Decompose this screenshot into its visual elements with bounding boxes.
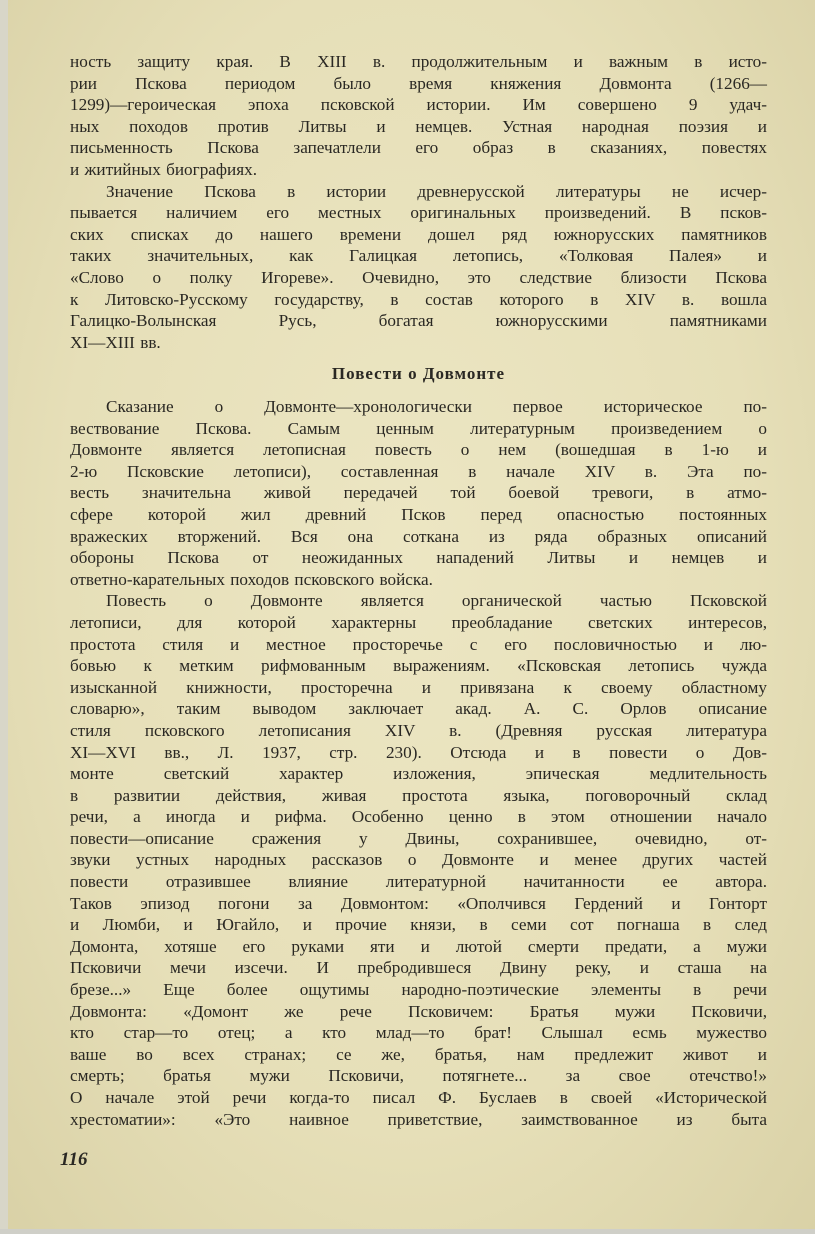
text-line: Псковичи мечи изсечи. И пребродившеся Двину реку, и сташа на bbox=[70, 958, 767, 978]
text-line: обороны Пскова от неожиданных нападений Литвы и немцев и bbox=[70, 548, 767, 568]
text-line: ность защиту края. В XIII в. продолжительным и важным в исто- bbox=[70, 52, 767, 71]
text-line: повести отразившее влияние литературной начитанности ее автора. bbox=[70, 872, 767, 892]
text-line: кто стар—то отец; а кто млад—то брат! Слышал есмь мужество bbox=[70, 1023, 767, 1043]
text-line: и Люмби, и Югайло, и прочие князи, в семи сот погнаша в след bbox=[70, 915, 767, 935]
text-line: 1299)—героическая эпоха псковской истории. Им совершено 9 удач- bbox=[70, 95, 767, 115]
text-line: брезе...» Еще более ощутимы народно-поэтические элементы в речи bbox=[70, 980, 767, 1000]
text-line: в развитии действия, живая простота языка, поговорочный склад bbox=[70, 785, 767, 805]
text-line: Значение Пскова в истории древнерусской литературы не исчер- bbox=[106, 181, 767, 201]
text-line: ных походов против Литвы и немцев. Устная народная поэзия и bbox=[70, 116, 767, 136]
text-line: Сказание о Довмонте—хронологически первое историческое по- bbox=[106, 397, 767, 416]
text-line: летописи, для которой характерны преобладание светских интересов, bbox=[70, 612, 767, 632]
paragraph bbox=[70, 590, 767, 1130]
text-line: пывается наличием его местных оригинальных произведений. В псков- bbox=[70, 203, 767, 223]
text-line: и житийных биографиях. bbox=[70, 159, 258, 179]
text-line: монте светский характер изложения, эпическая медлительность bbox=[70, 764, 767, 784]
text-line: простота стиля и местное просторечье с его пословичностью и лю- bbox=[70, 634, 767, 654]
text-line: 2-ю Псковские летописи), составленная в начале XIV в. Эта по- bbox=[70, 461, 767, 481]
text-line: Домонта, хотяше его руками яти и лютой смерти предати, а мужи bbox=[70, 936, 767, 956]
text-line: рии Пскова периодом было время княжения Довмонта (1266— bbox=[70, 73, 767, 93]
text-line: повести—описание сражения у Двины, сохранившее, очевидно, от- bbox=[70, 828, 767, 848]
text-line: письменность Пскова запечатлели его образ в сказаниях, повестях bbox=[70, 138, 767, 158]
text-line: смерть; братья мужи Псковичи, потягнете... за свое отечство!» bbox=[70, 1066, 767, 1086]
text-line: XI—XVI вв., Л. 1937, стр. 230). Отсюда и в повести о Дов- bbox=[70, 742, 767, 762]
text-line: ответно-карательных походов псковского войска. bbox=[70, 569, 433, 589]
page-number: 116 bbox=[60, 1149, 88, 1170]
text-line: изысканной книжности, просторечна и привязана к своему областному bbox=[70, 677, 767, 697]
text-line: вествование Пскова. Самым ценным литературным произведением о bbox=[70, 418, 767, 438]
text-line: к Литовско-Русскому государству, в состав которого в XIV в. вошла bbox=[70, 289, 767, 309]
text-line: ваше во всех странах; се же, братья, нам предлежит живот и bbox=[70, 1044, 767, 1064]
text-line: словарю», таким выводом заключает акад. А. С. Орлов описание bbox=[70, 699, 767, 719]
text-line: Таков эпизод погони за Довмонтом: «Ополчився Гердений и Гонторт bbox=[70, 893, 767, 913]
text-line: ских списках до нашего времени дошел ряд южнорусских памятников bbox=[70, 224, 767, 244]
text-line: хрестоматии»: «Это наивное приветствие, заимствованное из быта bbox=[70, 1109, 767, 1129]
text-line: Повесть о Довмонте является органической частью Псковской bbox=[106, 591, 767, 611]
text-line: «Слово о полку Игореве». Очевидно, это следствие близости Пскова bbox=[70, 267, 767, 287]
text-line: О начале этой речи когда-то писал Ф. Буслаев в своей «Исторической bbox=[70, 1088, 767, 1107]
scan-bottom-edge bbox=[0, 1229, 815, 1234]
text-block-before-heading bbox=[70, 51, 767, 353]
text-line: весть значительна живой передачей той боевой тревоги, в атмо- bbox=[70, 483, 767, 503]
text-line: речи, а иногда и рифма. Особенно ценно в этом отношении начало bbox=[70, 807, 767, 827]
text-line: Галицко-Волынская Русь, богатая южнорусскими памятниками bbox=[70, 311, 767, 331]
text-line: вражеских вторжений. Вся она соткана из ряда образных описаний bbox=[70, 526, 767, 546]
text-line: Довмонте является летописная повесть о нем (вошедшая в 1-ю и bbox=[70, 440, 767, 460]
paragraph bbox=[70, 396, 767, 590]
scan-left-edge bbox=[0, 0, 8, 1234]
text-line: Довмонта: «Домонт же рече Псковичем: Братья мужи Псковичи, bbox=[70, 1001, 767, 1021]
text-line: звуки устных народных рассказов о Довмонте и менее других частей bbox=[70, 850, 767, 870]
paragraph bbox=[70, 181, 767, 354]
section-heading: Повести о Довмонте bbox=[331, 364, 506, 383]
text-line: сфере которой жил древний Псков перед опасностью постоянных bbox=[70, 504, 767, 524]
paragraph bbox=[70, 51, 767, 181]
text-line: таких значительных, как Галицкая летопись, «Толковая Палея» и bbox=[70, 246, 767, 266]
text-line: XI—XIII вв. bbox=[70, 332, 161, 352]
text-line: стиля псковского летописания XIV в. (Древняя русская литература bbox=[70, 720, 767, 740]
text-line: бовью к метким рифмованным выражениям. «Псковская летопись чужда bbox=[70, 656, 767, 676]
text-block-after-heading bbox=[70, 396, 767, 1130]
